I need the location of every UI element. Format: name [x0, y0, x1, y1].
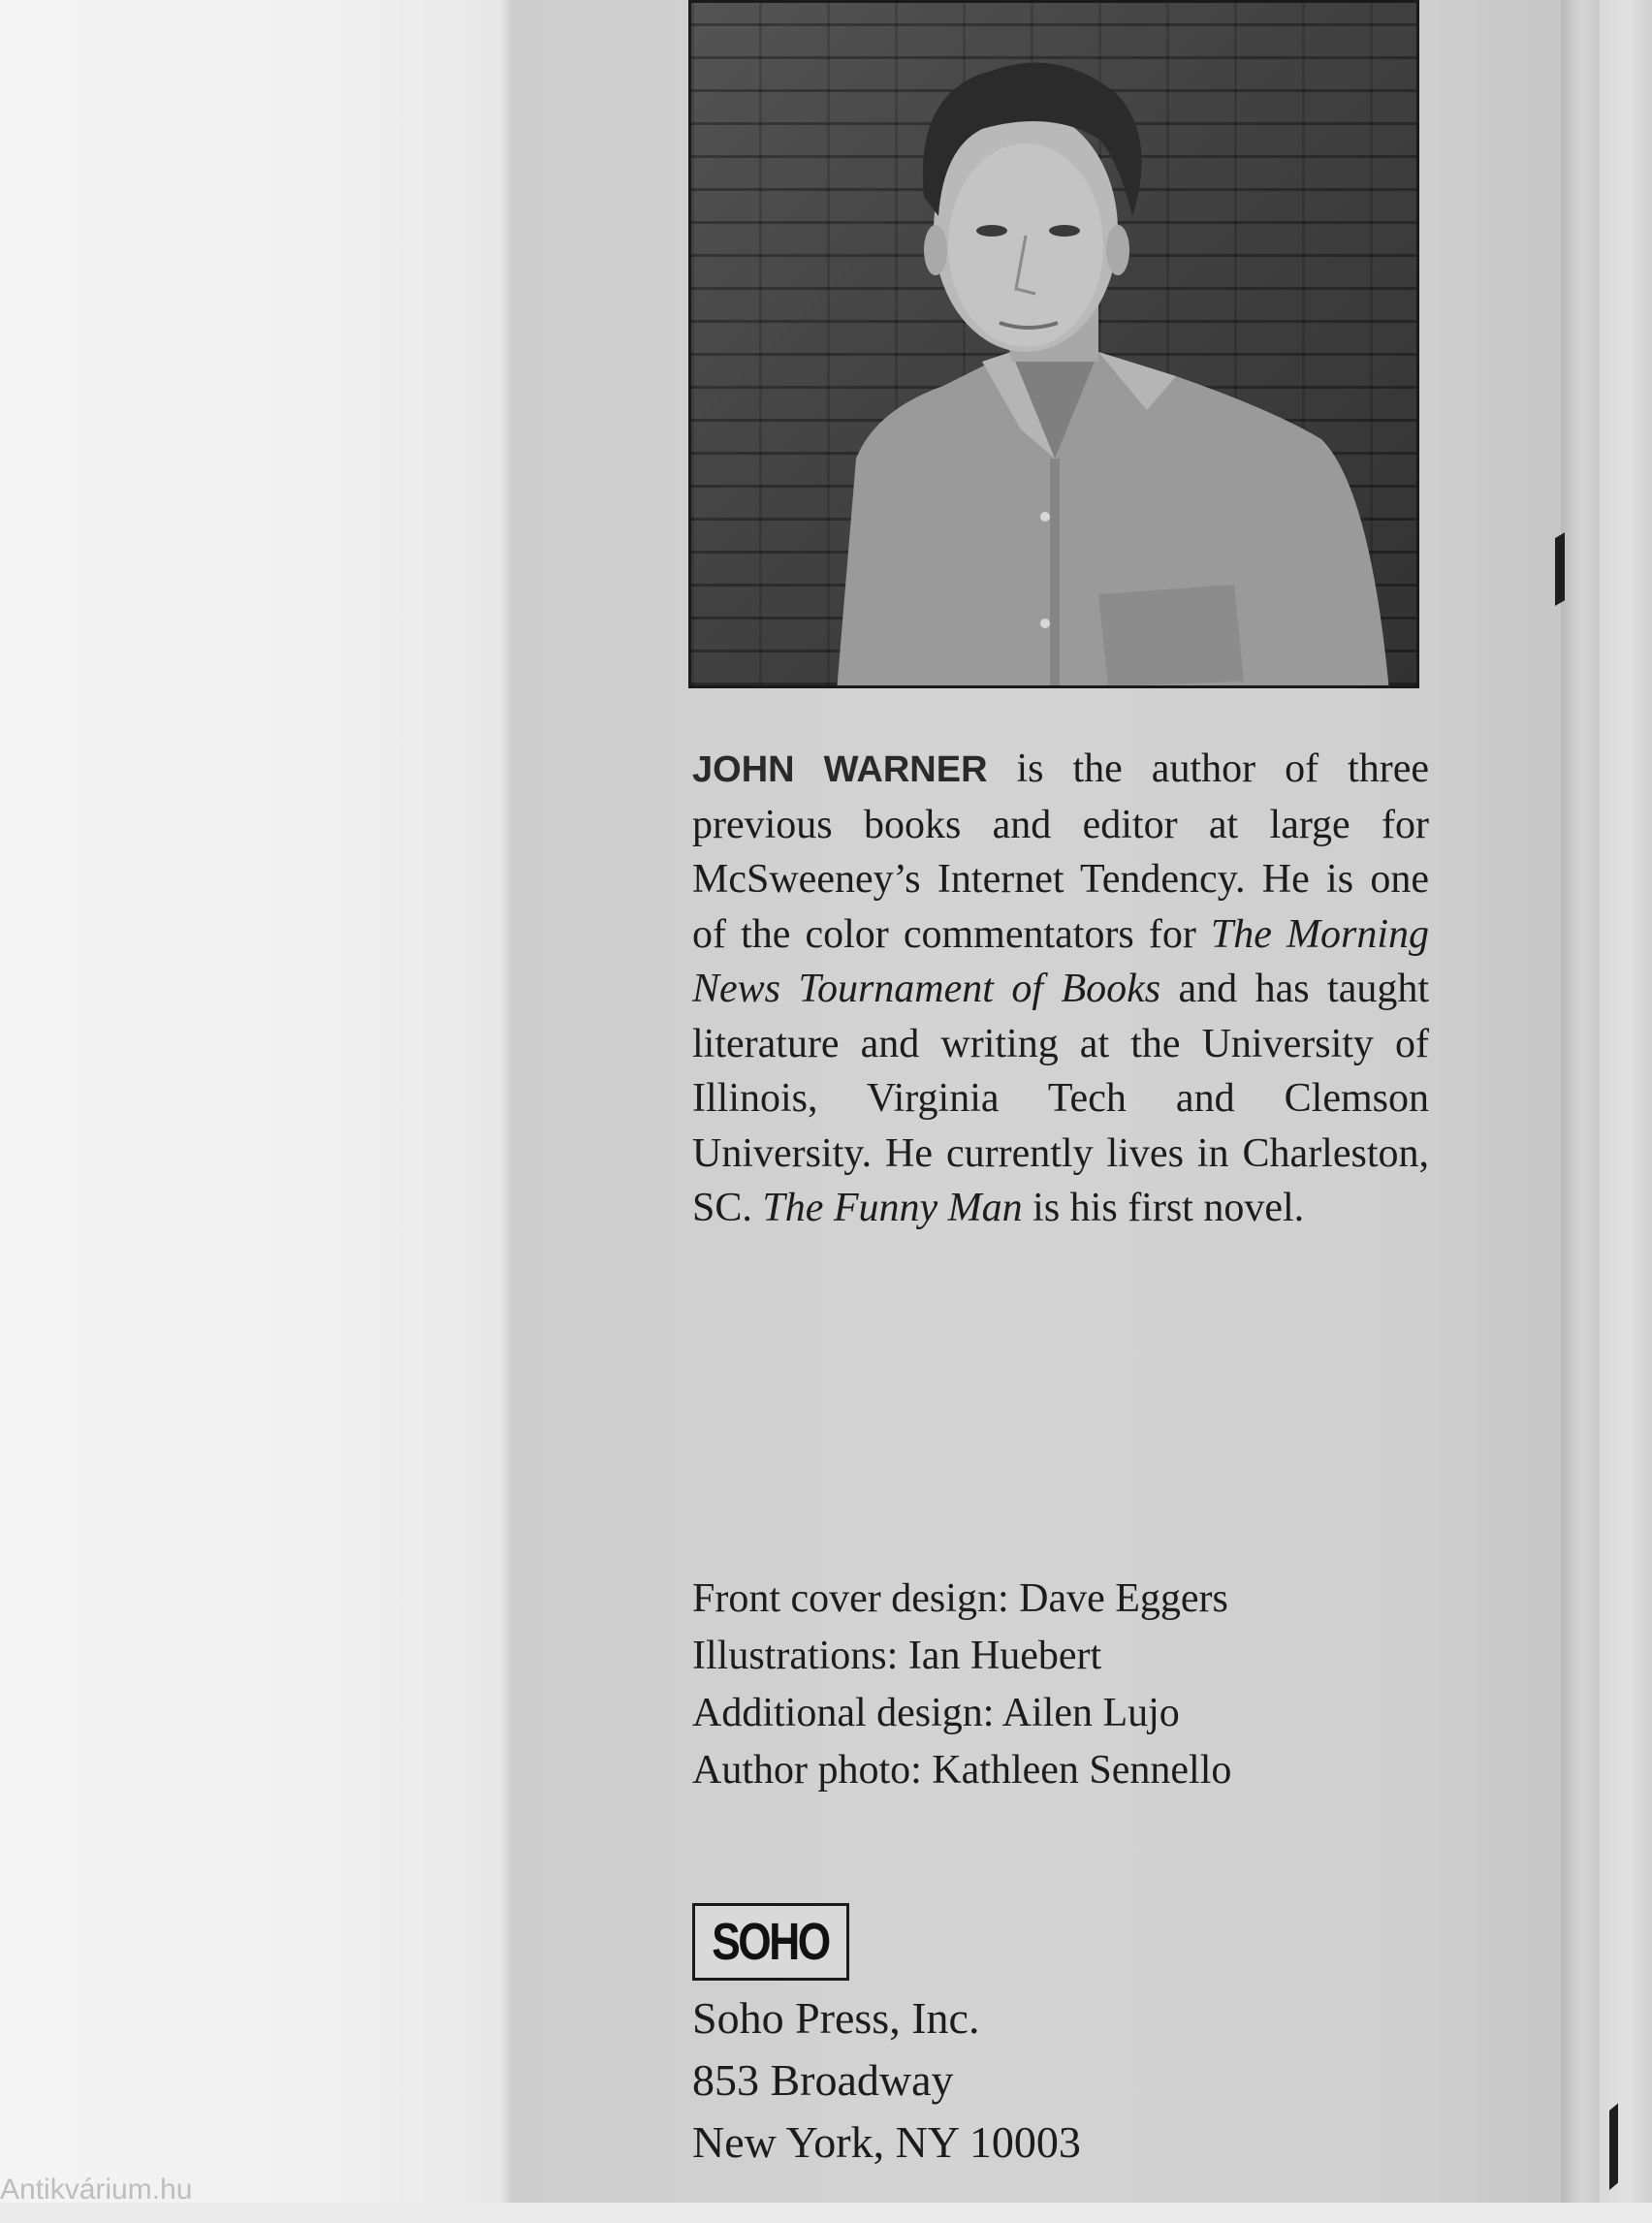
bio-italic-title-2: The Funny Man: [762, 1186, 1023, 1230]
bio-text-2: and has taught literature and writing at the University of Illinois, Virginia Tech and Clemson University. He currently lives in Charleston, SC.: [692, 967, 1429, 1230]
credit-line-illustrations: Illustrations: Ian Huebert: [692, 1634, 1102, 1678]
publisher-name: Soho Press, Inc.: [692, 1993, 980, 2043]
publisher-logo: [692, 1903, 849, 1981]
credit-line-additional-design: Additional design: Ailen Lujo: [692, 1691, 1180, 1735]
bio-italic-title-1: The Morning News Tournament of Books: [692, 911, 1430, 1011]
credit-line-cover-design: Front cover design: Dave Eggers: [692, 1576, 1228, 1621]
publisher-street: 853 Broadway: [692, 2055, 954, 2105]
publisher-city: New York, NY 10003: [692, 2117, 1081, 2167]
fold-shadow: [500, 0, 514, 2203]
author-portrait-illustration: [691, 3, 1419, 688]
author-name: JOHN WARNER: [692, 749, 988, 790]
bio-text-1: is the author of three previous books and editor at large for McSweeney’s Internet Tendency. He is one of the color commentators for: [692, 746, 1429, 957]
design-credits: [692, 1571, 1429, 1799]
credit-line-author-photo: Author photo: Kathleen Sennello: [692, 1748, 1232, 1793]
left-blank-page: [0, 0, 514, 2206]
author-photo: [688, 0, 1419, 688]
author-bio: [692, 742, 1429, 1236]
book-edge: [1600, 0, 1652, 2203]
publisher-logo-text: SOHO: [712, 1913, 830, 1971]
watermark: Antikvárium.hu: [0, 2174, 193, 2206]
bio-text-3: is his first novel.: [1022, 1186, 1305, 1230]
publisher-address: [692, 1987, 1081, 2174]
